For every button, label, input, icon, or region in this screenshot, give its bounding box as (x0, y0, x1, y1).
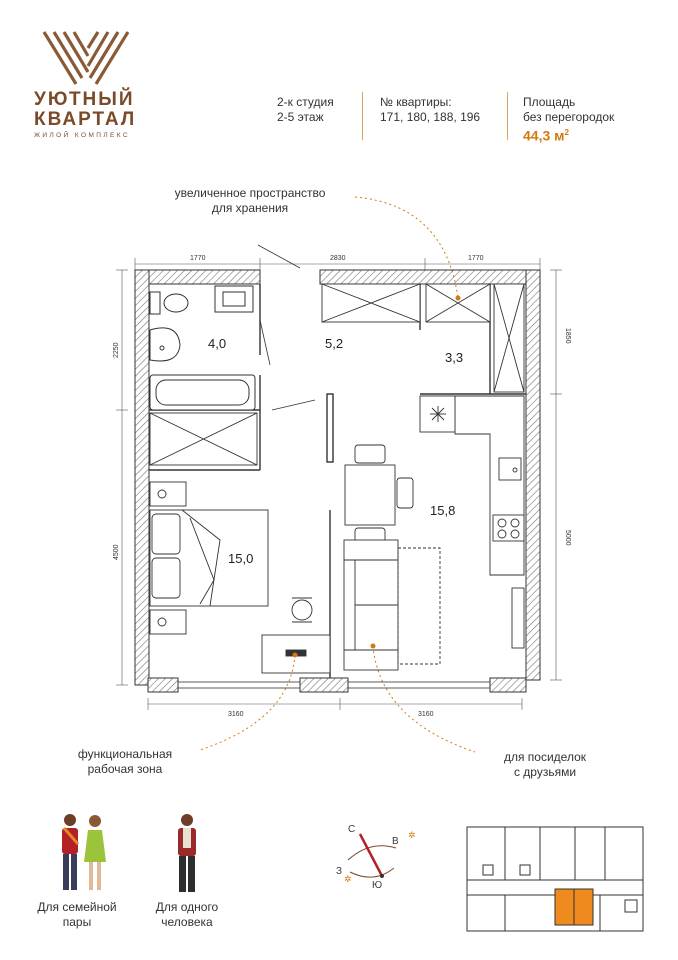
area-label-line1: Площадь (523, 95, 576, 109)
workspace-annotation-line1: функциональная (77, 747, 173, 761)
dim-left-lower: 4500 (113, 544, 120, 560)
room-area-closet: 3,3 (445, 350, 464, 365)
svg-text:✲: ✲ (344, 874, 352, 884)
room-area-bedroom: 15,0 (228, 551, 254, 566)
compass-west: З (336, 866, 343, 877)
sofa (344, 540, 440, 670)
dim-top-left: 1770 (190, 255, 206, 262)
flat-numbers-label: № квартиры: (380, 95, 452, 109)
area-value (523, 125, 614, 144)
friends-annotation-line2: с друзьями (513, 765, 577, 779)
bathroom-fixtures (150, 286, 255, 410)
legend-couple-line2: пары (62, 915, 92, 929)
logo-chevron-icon (42, 28, 134, 86)
couple-icon (50, 810, 120, 896)
area-label-line2: без перегородок (523, 110, 615, 124)
room-area-hallway: 5,2 (325, 336, 344, 351)
dim-top-middle: 2830 (330, 255, 346, 262)
room-area-bathroom: 4,0 (208, 336, 227, 351)
area-block (523, 95, 614, 144)
bedroom-furniture (150, 482, 330, 673)
room-area-living-kitchen: 15,8 (430, 503, 456, 518)
friends-annotation-line1: для посиделок (503, 750, 587, 764)
legend-single-line2: человека (161, 915, 213, 929)
person-icon (172, 810, 202, 896)
brand-name-line1: УЮТНЫЙ (34, 89, 135, 110)
compass-icon (330, 820, 420, 890)
door-swings (258, 245, 315, 410)
dining-set (345, 445, 413, 546)
outer-walls (135, 270, 540, 692)
workspace-annotation (50, 747, 200, 777)
compass-east: В (392, 836, 399, 847)
kitchen-unit (420, 396, 524, 648)
brand-name-line2: КВАРТАЛ (34, 109, 137, 130)
header-divider (362, 92, 363, 140)
apartment-floor: 2-5 этаж (277, 110, 324, 124)
apartment-type-line1: 2-к студия (277, 95, 334, 109)
legend-couple (22, 900, 132, 930)
flat-numbers (380, 95, 480, 125)
apartment-type (277, 95, 334, 125)
friends-annotation (475, 750, 615, 780)
storage-annotation-line2: для хранения (211, 201, 289, 215)
brand-subtitle: ЖИЛОЙ КОМПЛЕКС (34, 132, 130, 139)
flat-numbers-value: 171, 180, 188, 196 (380, 110, 481, 124)
dim-bottom-right: 3160 (418, 711, 434, 718)
compass-south: Ю (372, 880, 383, 891)
legend-single (137, 900, 237, 930)
storage-annotation-line1: увеличенное пространство (174, 186, 326, 200)
compass-north: С (348, 824, 356, 835)
header-divider (507, 92, 508, 140)
dim-top-right: 1770 (468, 255, 484, 262)
dim-right-lower: 5000 (564, 530, 571, 546)
area-unit-sup: 2 (564, 128, 569, 137)
dim-left-upper: 2250 (113, 342, 120, 358)
workspace-annotation-line2: рабочая зона (87, 762, 163, 776)
legend-couple-line1: Для семейной (37, 900, 117, 914)
legend-single-line1: Для одного (155, 900, 219, 914)
floor-plan (0, 200, 678, 740)
area-number: 44,3 м (523, 127, 565, 144)
svg-text:✲: ✲ (408, 830, 416, 840)
dim-right-upper: 1850 (564, 328, 571, 344)
floor-key-plan-icon (465, 825, 645, 935)
dim-bottom-left: 3160 (228, 711, 244, 718)
brand-logo (34, 28, 144, 140)
